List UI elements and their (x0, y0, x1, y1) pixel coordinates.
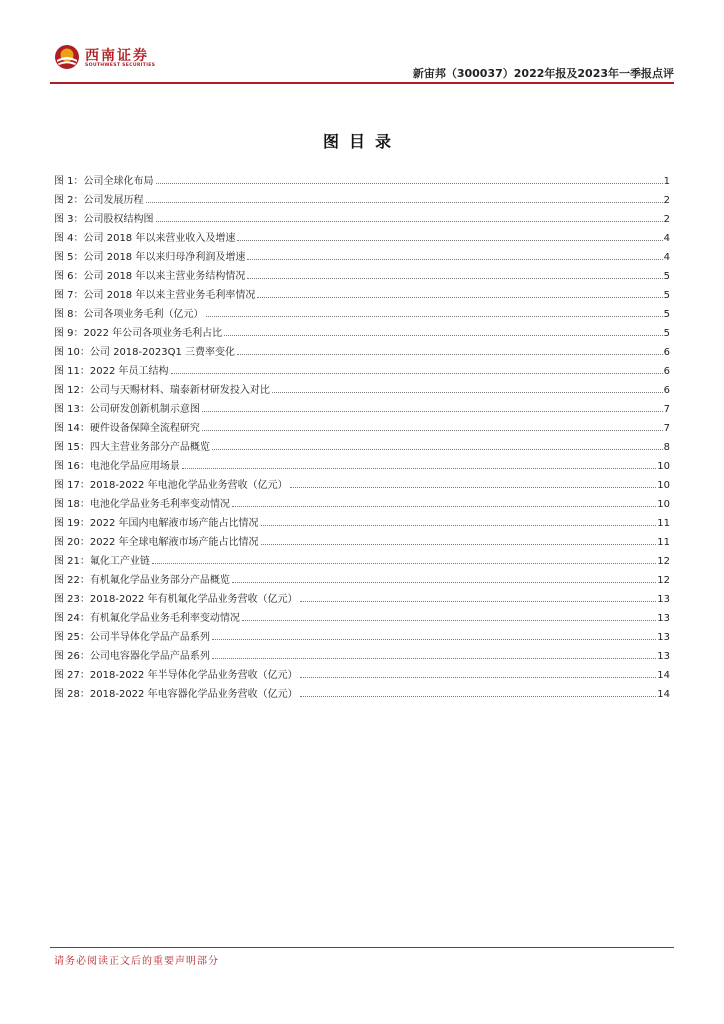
toc-entry[interactable] (54, 643, 670, 662)
toc-entry[interactable] (54, 339, 670, 358)
toc-entry[interactable] (54, 168, 670, 187)
toc-dot-leader (146, 202, 663, 203)
toc-dot-leader (202, 411, 663, 412)
toc-dot-leader (290, 487, 657, 488)
toc-entry-page: 13 (657, 594, 670, 605)
toc-entry[interactable] (54, 187, 670, 206)
toc-entry-page: 5 (663, 328, 670, 339)
toc-dot-leader (182, 468, 656, 469)
toc-entry[interactable] (54, 510, 670, 529)
company-logo (54, 44, 184, 74)
toc-dot-leader (261, 544, 657, 545)
logo-english-name: SOUTHWEST SECURITIES (85, 63, 156, 68)
toc-dot-leader (232, 582, 656, 583)
toc-entry[interactable] (54, 586, 670, 605)
toc-entry-page: 13 (657, 651, 670, 662)
report-title: 新宙邦（300037）2022年报及2023年一季报点评 (412, 67, 674, 80)
toc-entry-label: 图 4：公司 2018 年以来营业收入及增速 (54, 233, 236, 244)
toc-entry[interactable] (54, 529, 670, 548)
toc-entry[interactable] (54, 434, 670, 453)
toc-entry[interactable] (54, 567, 670, 586)
toc-entry-label: 图 25：公司半导体化学品产品系列 (54, 632, 210, 643)
page-title: 图目录 (322, 132, 401, 151)
toc-entry[interactable] (54, 605, 670, 624)
toc-entry-page: 5 (663, 309, 670, 320)
toc-entry-page: 10 (657, 499, 670, 510)
toc-dot-leader (156, 221, 663, 222)
toc-entry-label: 图 24：有机氟化学品业务毛利率变动情况 (54, 613, 240, 624)
toc-dot-leader (242, 620, 656, 621)
header-divider (50, 82, 674, 84)
toc-entry-label: 图 14：硬件设备保障全流程研究 (54, 423, 200, 434)
toc-entry[interactable] (54, 206, 670, 225)
toc-entry-label: 图 6：公司 2018 年以来主营业务结构情况 (54, 271, 246, 282)
toc-entry-label: 图 12：公司与天赐材料、瑞泰新材研发投入对比 (54, 385, 270, 396)
toc-entry-page: 13 (657, 632, 670, 643)
toc-entry-label: 图 18：电池化学品业务毛利率变动情况 (54, 499, 230, 510)
toc-entry-label: 图 28：2018-2022 年电容器化学品业务营收（亿元） (54, 689, 298, 700)
footer-divider (50, 947, 674, 948)
toc-dot-leader (257, 297, 662, 298)
toc-entry-label: 图 26：公司电容器化学品产品系列 (54, 651, 210, 662)
toc-dot-leader (272, 392, 663, 393)
toc-entry-label: 图 19：2022 年国内电解液市场产能占比情况 (54, 518, 259, 529)
toc-entry-label: 图 9：2022 年公司各项业务毛利占比 (54, 328, 223, 339)
toc-dot-leader (232, 506, 656, 507)
toc-entry-label: 图 11：2022 年员工结构 (54, 366, 169, 377)
toc-entry[interactable] (54, 358, 670, 377)
toc-dot-leader (300, 677, 657, 678)
toc-dot-leader (261, 525, 657, 526)
toc-dot-leader (206, 316, 663, 317)
logo-emblem-icon (54, 44, 80, 70)
toc-entry-page: 2 (663, 214, 670, 225)
toc-entry-page: 6 (663, 347, 670, 358)
toc-dot-leader (212, 658, 656, 659)
toc-dot-leader (171, 373, 663, 374)
toc-entry[interactable] (54, 453, 670, 472)
toc-entry-page: 4 (663, 233, 670, 244)
toc-dot-leader (247, 259, 662, 260)
toc-entry-label: 图 17：2018-2022 年电池化学品业务营收（亿元） (54, 480, 288, 491)
logo-chinese-name: 西南证券 (85, 48, 149, 64)
toc-entry-label: 图 23：2018-2022 年有机氟化学品业务营收（亿元） (54, 594, 298, 605)
toc-entry[interactable] (54, 548, 670, 567)
toc-entry-page: 6 (663, 385, 670, 396)
toc-entry-page: 13 (657, 613, 670, 624)
toc-entry[interactable] (54, 320, 670, 339)
toc-entry[interactable] (54, 377, 670, 396)
figure-toc (54, 168, 670, 700)
toc-dot-leader (224, 335, 662, 336)
toc-entry[interactable] (54, 263, 670, 282)
toc-entry-label: 图 7：公司 2018 年以来主营业务毛利率情况 (54, 290, 256, 301)
toc-entry-page: 14 (657, 689, 670, 700)
toc-entry[interactable] (54, 396, 670, 415)
toc-entry-label: 图 16：电池化学品应用场景 (54, 461, 180, 472)
toc-entry[interactable] (54, 491, 670, 510)
toc-entry-label: 图 22：有机氟化学品业务部分产品概览 (54, 575, 230, 586)
toc-entry-label: 图 13：公司研发创新机制示意图 (54, 404, 200, 415)
toc-entry-page: 2 (663, 195, 670, 206)
toc-entry-page: 8 (663, 442, 670, 453)
toc-dot-leader (237, 354, 663, 355)
toc-entry[interactable] (54, 681, 670, 700)
toc-dot-leader (202, 430, 663, 431)
toc-dot-leader (300, 696, 657, 697)
toc-dot-leader (212, 639, 656, 640)
toc-dot-leader (212, 449, 663, 450)
toc-entry-page: 10 (657, 461, 670, 472)
toc-entry[interactable] (54, 225, 670, 244)
toc-entry-page: 6 (663, 366, 670, 377)
toc-entry-page: 7 (663, 404, 670, 415)
disclaimer-note: 请务必阅读正文后的重要声明部分 (54, 956, 219, 967)
toc-entry[interactable] (54, 624, 670, 643)
toc-entry[interactable] (54, 662, 670, 681)
toc-entry[interactable] (54, 301, 670, 320)
toc-dot-leader (156, 183, 663, 184)
toc-entry-page: 5 (663, 271, 670, 282)
toc-entry-label: 图 27：2018-2022 年半导体化学品业务营收（亿元） (54, 670, 298, 681)
toc-entry-label: 图 20：2022 年全球电解液市场产能占比情况 (54, 537, 259, 548)
toc-dot-leader (247, 278, 662, 279)
toc-entry-label: 图 3：公司股权结构图 (54, 214, 154, 225)
toc-entry-label: 图 15：四大主营业务部分产品概览 (54, 442, 210, 453)
toc-entry-label: 图 1：公司全球化布局 (54, 176, 154, 187)
toc-dot-leader (152, 563, 656, 564)
toc-entry[interactable] (54, 415, 670, 434)
toc-entry[interactable] (54, 282, 670, 301)
toc-entry-label: 图 8：公司各项业务毛利（亿元） (54, 309, 204, 320)
toc-entry-page: 5 (663, 290, 670, 301)
toc-entry-page: 12 (657, 556, 670, 567)
toc-entry-page: 10 (657, 480, 670, 491)
toc-entry-label: 图 21：氟化工产业链 (54, 556, 150, 567)
toc-entry-page: 4 (663, 252, 670, 263)
toc-entry[interactable] (54, 472, 670, 491)
toc-entry-page: 7 (663, 423, 670, 434)
toc-entry-label: 图 2：公司发展历程 (54, 195, 144, 206)
toc-entry-page: 11 (657, 537, 670, 548)
toc-dot-leader (237, 240, 662, 241)
toc-entry-page: 14 (657, 670, 670, 681)
toc-dot-leader (300, 601, 657, 602)
toc-entry-page: 11 (657, 518, 670, 529)
toc-entry-label: 图 10：公司 2018-2023Q1 三费率变化 (54, 347, 236, 358)
toc-entry-page: 1 (663, 176, 670, 187)
toc-entry-label: 图 5：公司 2018 年以来归母净利润及增速 (54, 252, 246, 263)
toc-entry-page: 12 (657, 575, 670, 586)
toc-entry[interactable] (54, 244, 670, 263)
